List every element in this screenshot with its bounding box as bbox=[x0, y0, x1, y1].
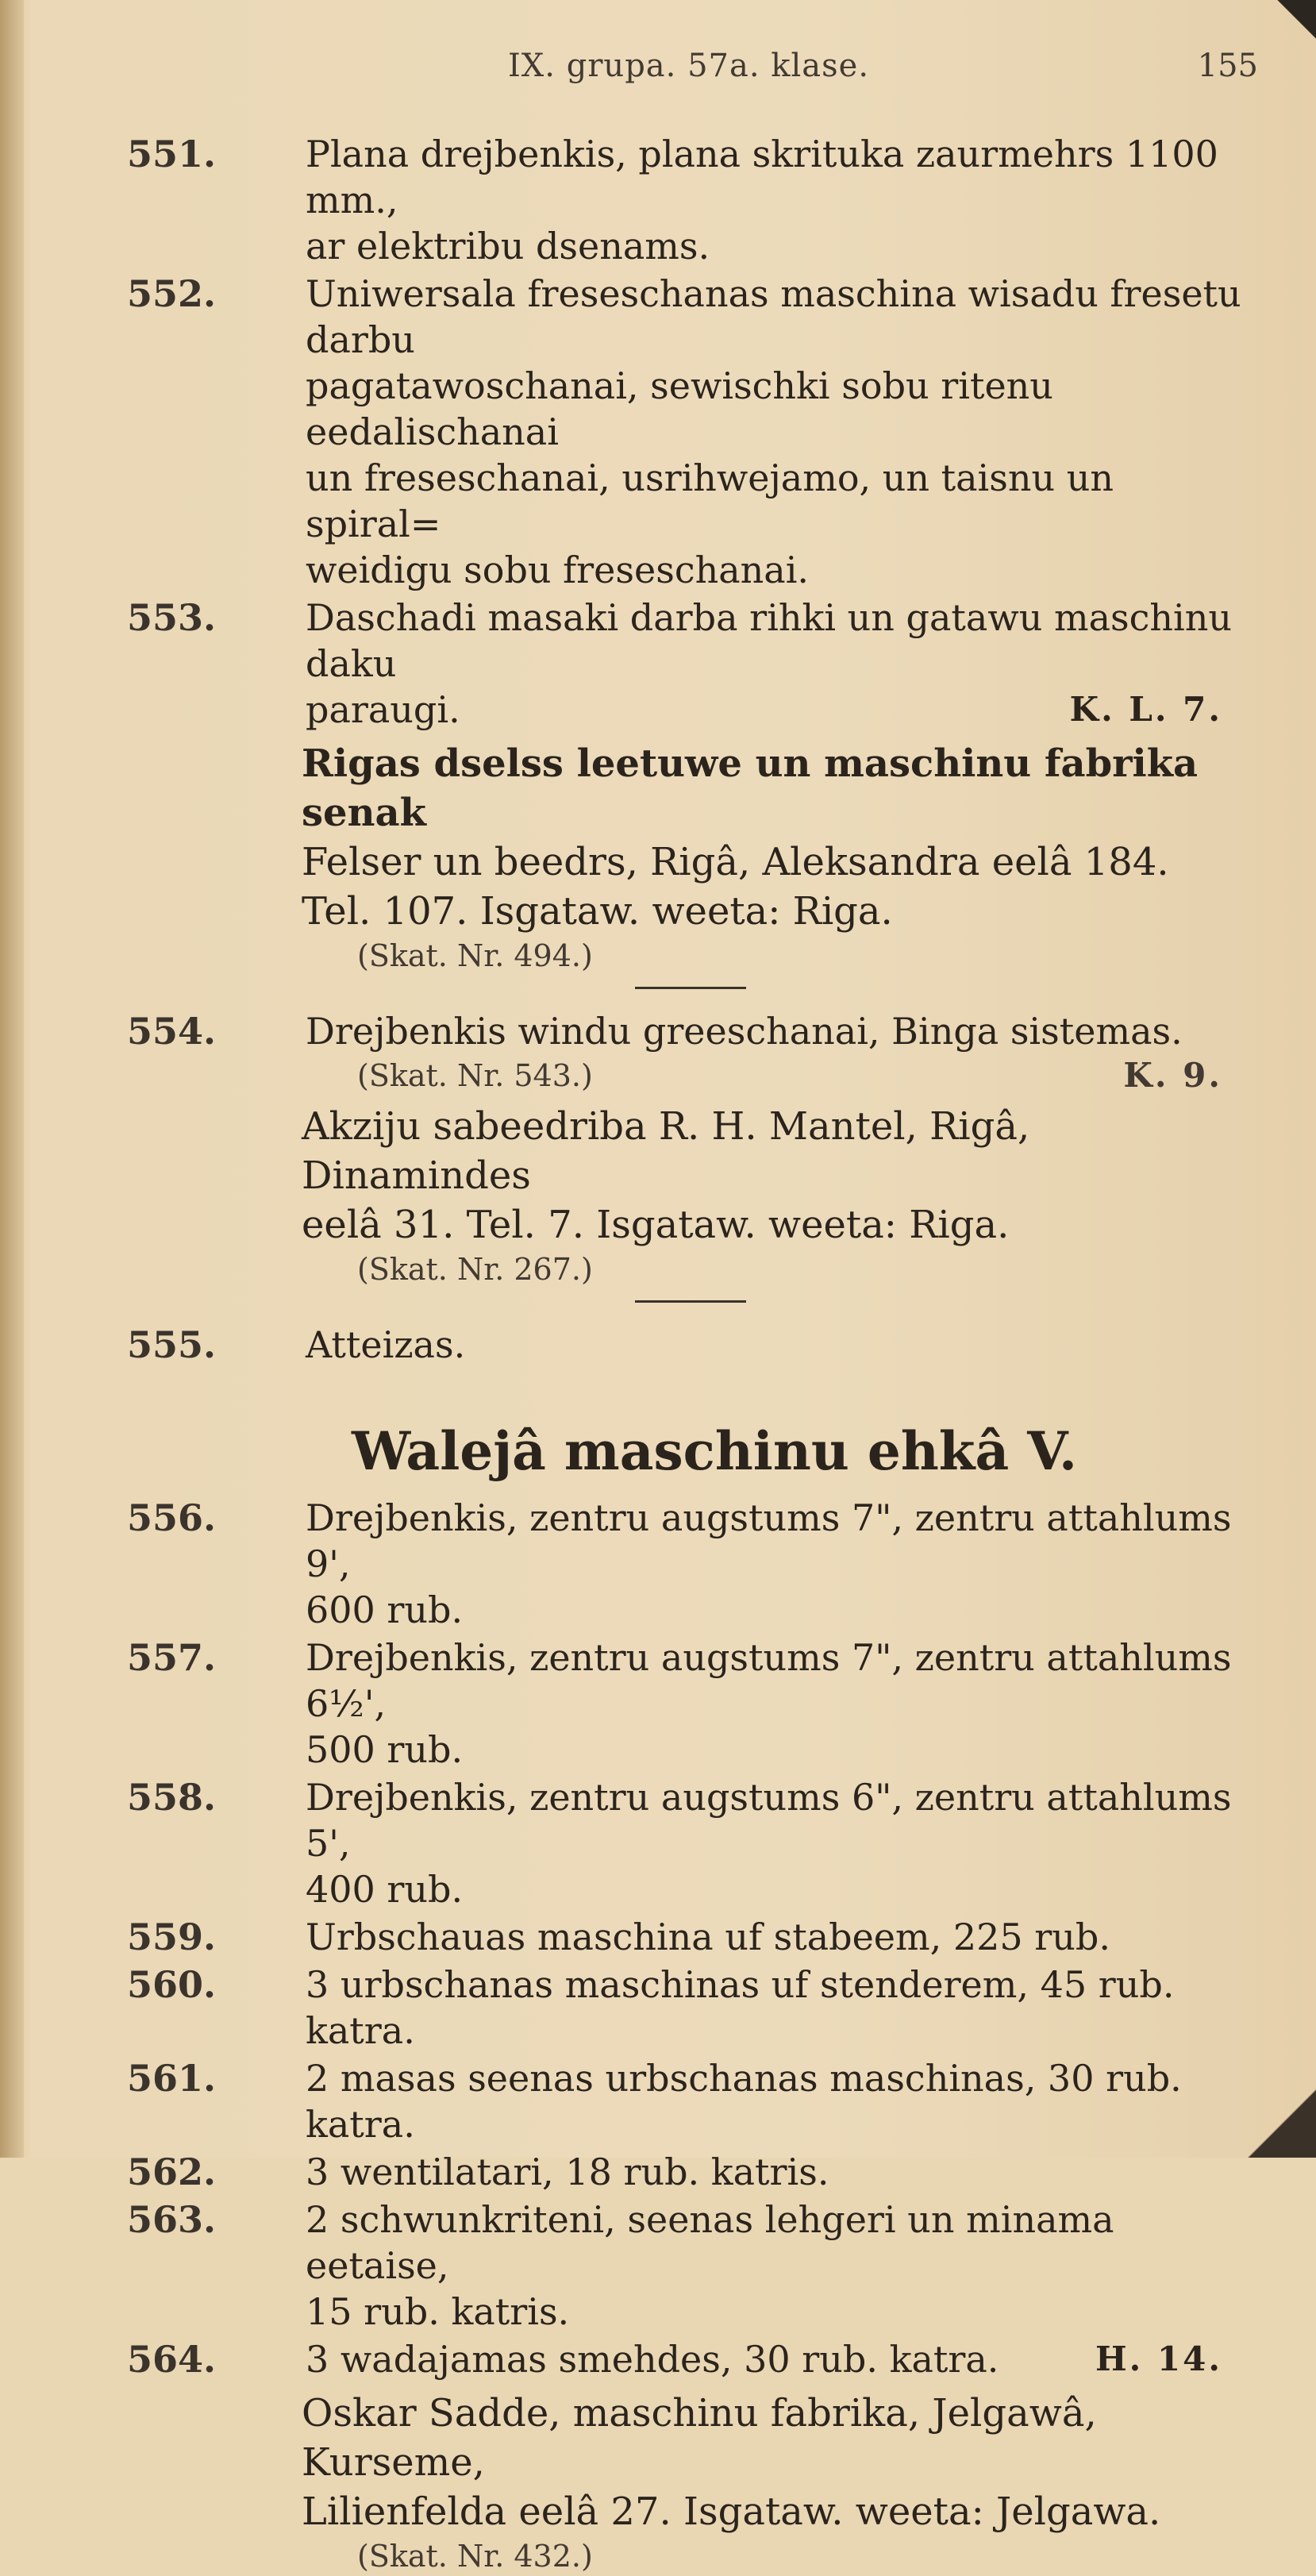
firm-block-3 bbox=[127, 2389, 1254, 2536]
entry-557 bbox=[127, 1635, 1254, 1773]
entry-number: 556. bbox=[127, 1496, 217, 1539]
entry-number: 551. bbox=[127, 133, 217, 175]
catalogue-ref: (Skat. Nr. 432.) bbox=[357, 2539, 593, 2574]
entry-line: 400 rub. bbox=[306, 1868, 464, 1911]
entry-line: 500 rub. bbox=[306, 1728, 464, 1771]
entry-563 bbox=[127, 2197, 1254, 2335]
entry-560 bbox=[127, 1962, 1254, 2054]
entry-556 bbox=[127, 1495, 1254, 1633]
divider-rule bbox=[635, 1300, 746, 1303]
entry-number: 561. bbox=[127, 2057, 217, 2100]
entry-number: 557. bbox=[127, 1636, 217, 1679]
firm-line: Akziju sabeedriba R. H. Mantel, Rigâ, Dinamindes bbox=[302, 1104, 1030, 1198]
entry-number: 559. bbox=[127, 1916, 217, 1958]
entry-line: Drejbenkis, zentru augstums 7", zentru attahlums 9', bbox=[306, 1496, 1232, 1585]
entry-line: 2 masas seenas urbschanas maschinas, 30 rub. katra. bbox=[306, 2057, 1182, 2146]
entry-line: 15 rub. katris. bbox=[306, 2290, 570, 2333]
entry-line: 3 wentilatari, 18 rub. katris. bbox=[306, 2151, 829, 2193]
entry-line: 3 urbschanas maschinas uf stenderem, 45 rub. katra. bbox=[306, 1963, 1175, 2052]
catalogue-ref: (Skat. Nr. 543.) bbox=[357, 1058, 593, 1093]
firm-line: Lilienfelda eelâ 27. Isgataw. weeta: Jelgawa. bbox=[302, 2489, 1161, 2534]
firm-line: eelâ 31. Tel. 7. Isgataw. weeta: Riga. bbox=[302, 1203, 1010, 1247]
entry-line: 600 rub. bbox=[306, 1588, 464, 1631]
entry-number: 552. bbox=[127, 272, 217, 315]
catalogue-ref: (Skat. Nr. 267.) bbox=[357, 1252, 593, 1287]
exhibit-code: K. 9. bbox=[1123, 1056, 1222, 1095]
entry-line: Daschadi masaki darba rihki un gatawu maschinu daku bbox=[306, 596, 1232, 685]
entry-number: 564. bbox=[127, 2338, 217, 2381]
firm-line: Oskar Sadde, maschinu fabrika, Jelgawâ, Kurseme, bbox=[302, 2391, 1097, 2485]
exhibit-code: K. L. 7. bbox=[1069, 690, 1222, 729]
entry-line: pagatawoschanai, sewischki sobu ritenu eedalischanai bbox=[306, 364, 1053, 453]
firm-line: Rigas dselss leetuwe un maschinu fabrika senak bbox=[302, 741, 1199, 835]
header-section: IX. grupa. 57a. klase. bbox=[508, 48, 870, 84]
entry-553 bbox=[127, 595, 1254, 733]
entry-number: 558. bbox=[127, 1776, 217, 1819]
catalogue-ref: (Skat. Nr. 494.) bbox=[357, 938, 593, 973]
entry-line: Drejbenkis windu greeschanai, Binga sistemas. bbox=[306, 1010, 1183, 1053]
entry-551 bbox=[127, 131, 1254, 269]
running-header bbox=[508, 48, 1270, 87]
entry-line: un freseschanai, usrihwejamo, un taisnu un spiral= bbox=[306, 456, 1114, 545]
entry-561 bbox=[127, 2055, 1254, 2147]
entry-number: 560. bbox=[127, 1963, 217, 2006]
section-heading: Walejâ maschinu ehkâ V. bbox=[352, 1420, 1077, 1482]
entry-line: Urbschauas maschina uf stabeem, 225 rub. bbox=[306, 1916, 1110, 1958]
entry-564 bbox=[127, 2336, 1254, 2382]
entry-line-text: paraugi. bbox=[306, 688, 460, 731]
catalogue-ref-line bbox=[127, 1056, 1254, 1095]
entry-line: weidigu sobu freseschanai. bbox=[306, 549, 810, 591]
entry-number: 555. bbox=[127, 1323, 217, 1366]
entry-number: 563. bbox=[127, 2198, 217, 2241]
entry-552 bbox=[127, 271, 1254, 593]
entry-number: 562. bbox=[127, 2151, 217, 2193]
exhibit-code: H. 14. bbox=[1095, 2339, 1222, 2378]
entry-number: 553. bbox=[127, 596, 217, 639]
entry-line: 2 schwunkriteni, seenas lehgeri un minama eetaise, bbox=[306, 2198, 1114, 2287]
page-number: 155 bbox=[1197, 48, 1258, 84]
firm-block-2 bbox=[127, 1102, 1254, 1249]
entry-line: Drejbenkis, zentru augstums 6", zentru attahlums 5', bbox=[306, 1776, 1232, 1865]
page-corner-shadow bbox=[1268, 0, 1316, 48]
entry-line bbox=[306, 687, 1254, 733]
entry-558 bbox=[127, 1774, 1254, 1912]
entry-559 bbox=[127, 1914, 1254, 1960]
entry-line: Atteizas. bbox=[306, 1323, 466, 1366]
firm-line: Felser un beedrs, Rigâ, Aleksandra eelâ 184. bbox=[302, 840, 1169, 884]
entry-number: 554. bbox=[127, 1010, 217, 1053]
firm-block-1 bbox=[127, 739, 1254, 936]
firm-line: Tel. 107. Isgataw. weeta: Riga. bbox=[302, 889, 893, 934]
entry-line-text: 3 wadajamas smehdes, 30 rub. katra. bbox=[306, 2338, 999, 2381]
page-edge bbox=[0, 0, 24, 2158]
page-content bbox=[127, 131, 1254, 2576]
divider-rule bbox=[635, 987, 746, 989]
entry-line: Plana drejbenkis, plana skrituka zaurmehrs 1100 mm., bbox=[306, 133, 1218, 221]
entry-line bbox=[306, 2336, 1254, 2382]
entry-line: Drejbenkis, zentru augstums 7", zentru attahlums 6½', bbox=[306, 1636, 1232, 1725]
entry-554 bbox=[127, 1008, 1254, 1054]
entry-562 bbox=[127, 2149, 1254, 2195]
entry-line: Uniwersala freseschanas maschina wisadu fresetu darbu bbox=[306, 272, 1241, 361]
entry-line: ar elektribu dsenams. bbox=[306, 225, 710, 268]
entry-555 bbox=[127, 1322, 1254, 1368]
